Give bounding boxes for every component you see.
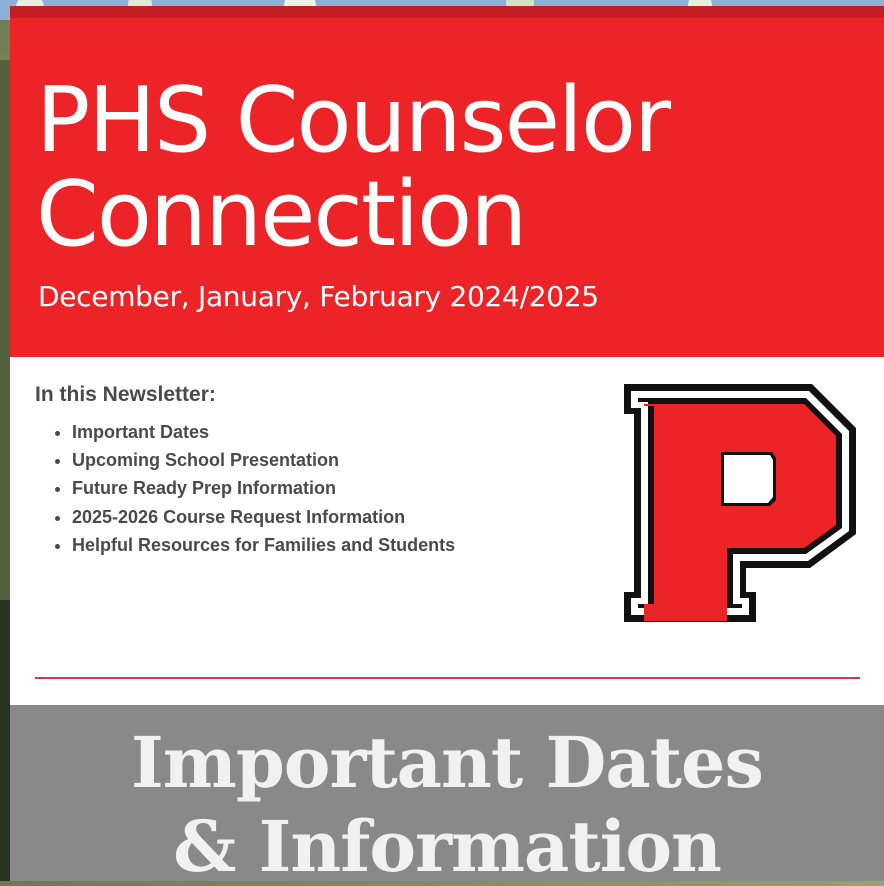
toc-list bbox=[35, 418, 595, 559]
banner-line-1: Important Dates bbox=[131, 721, 763, 804]
toc-heading: In this Newsletter: bbox=[35, 383, 216, 406]
banner-line-2: & Information bbox=[173, 805, 721, 881]
newsletter-header bbox=[10, 6, 884, 357]
banner-title bbox=[10, 721, 884, 881]
title-line-1: PHS Counselor bbox=[36, 68, 670, 173]
toc-item: • Upcoming School Presentation bbox=[72, 446, 595, 474]
toc-item: • Important Dates bbox=[72, 418, 595, 446]
toc-item: • Helpful Resources for Families and Students bbox=[72, 531, 595, 559]
toc-item: • Future Ready Prep Information bbox=[72, 474, 595, 502]
toc-item: • 2025-2026 Course Request Information bbox=[72, 503, 595, 531]
newsletter-subtitle: December, January, February 2024/2025 bbox=[38, 280, 599, 313]
table-of-contents bbox=[35, 382, 595, 559]
title-line-2: Connection bbox=[36, 162, 526, 267]
important-dates-banner bbox=[10, 705, 884, 881]
newsletter-title bbox=[36, 68, 670, 267]
section-divider bbox=[35, 677, 860, 679]
p-letter-icon bbox=[624, 384, 856, 622]
school-p-logo bbox=[624, 384, 856, 622]
newsletter-page bbox=[10, 6, 884, 881]
